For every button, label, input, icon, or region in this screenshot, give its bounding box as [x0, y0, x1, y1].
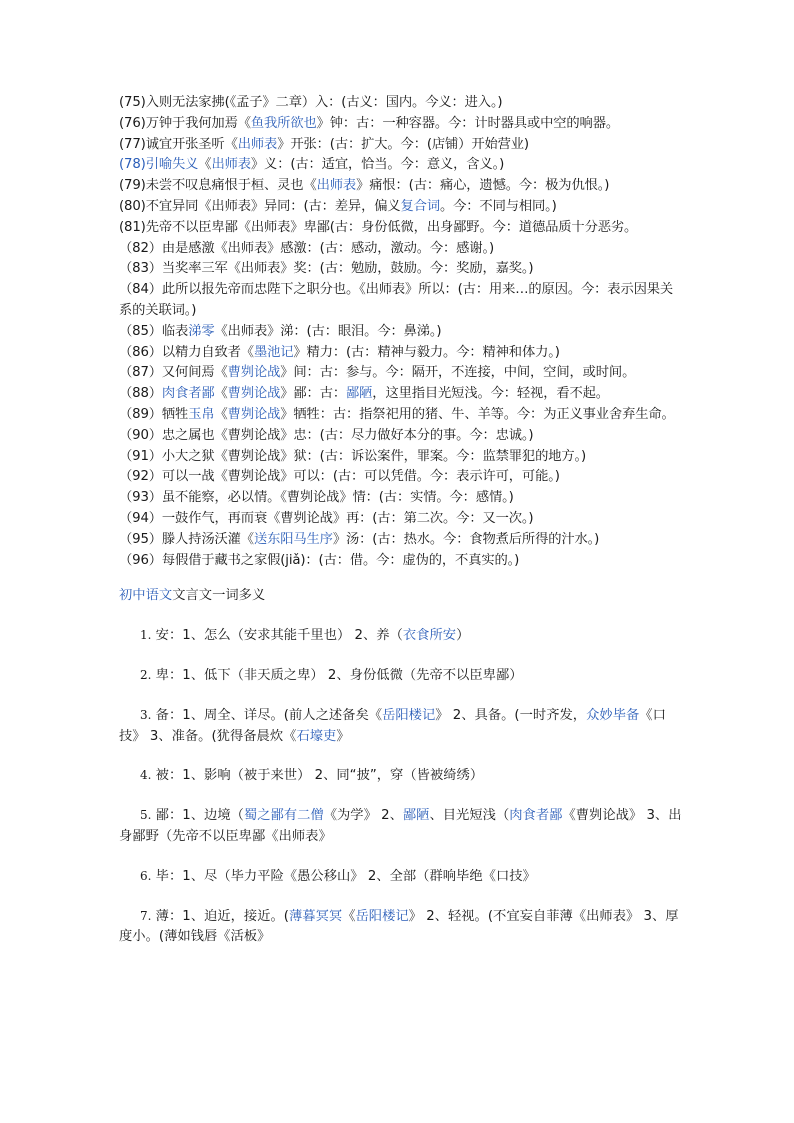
text-segment: 《为学》 2、	[323, 808, 403, 824]
text-segment: 被：1、影响（被于来世） 2、同“披”，穿（皆被绮绣）	[151, 768, 484, 784]
text-segment: （82）由是感激《出师表》感激：(古：感动，激动。今：感谢。)	[119, 240, 495, 256]
polysemy-entry	[119, 906, 684, 949]
keyword-link[interactable]: 石壕吏	[296, 728, 337, 744]
keyword-link[interactable]: 涕零	[188, 323, 215, 339]
list-item	[119, 488, 684, 509]
text-segment: （83）当奖率三军《出师表》奖：(古：勉励，鼓励。今：奖励，嘉奖。)	[119, 261, 534, 277]
text-segment: （86）以精力自致者《	[119, 344, 254, 360]
list-item	[119, 93, 684, 114]
list-item	[119, 280, 684, 322]
entry-number: 7.	[140, 908, 152, 923]
text-segment: 薄：1、迫近，接近。(	[151, 908, 289, 924]
section-title	[119, 586, 684, 607]
list-item	[119, 509, 684, 530]
entry-number: 1.	[140, 628, 152, 643]
polysemy-entry	[119, 665, 684, 687]
text-segment: 》	[336, 728, 350, 744]
list-item	[119, 155, 684, 176]
text-segment: 《	[198, 157, 212, 173]
keyword-link[interactable]: 送东阳马生序	[253, 531, 333, 547]
text-segment: (79)未尝不叹息痛恨于桓、灵也《	[119, 178, 317, 194]
text-segment: 备：1、周全、详尽。(前人之述备矣《	[151, 707, 383, 723]
text-segment: 、目光短浅（	[429, 808, 510, 824]
text-segment: (77)诚宜开张圣听《	[119, 136, 238, 152]
text-segment: 》 2、具备。(一时齐发，	[435, 707, 587, 723]
text-segment: 》开张：(古：扩大。今：(店铺）开始营业)	[277, 136, 529, 152]
keyword-link[interactable]: 鄙陋	[402, 808, 430, 824]
text-segment: 《	[214, 406, 228, 422]
keyword-link[interactable]: 初中语文	[119, 588, 173, 604]
keyword-link[interactable]: 薄暮冥冥	[289, 908, 343, 924]
text-segment: 卑：1、低下（非天质之卑） 2、身份低微（先帝不以臣卑鄙）	[151, 667, 523, 683]
polysemy-entry	[119, 625, 684, 647]
text-segment: 》 2、轻视。(不宜妄自菲薄《出师表》 3、厚度小。(薄如钱唇《活板》	[119, 908, 679, 945]
list-item	[119, 530, 684, 551]
keyword-link[interactable]: 玉帛	[188, 406, 215, 422]
keyword-link[interactable]: 肉食者鄙	[161, 386, 215, 402]
text-segment: 》钟：古：一种容器。今：计时器具或中空的响器。	[316, 115, 619, 131]
keyword-link[interactable]: 鱼我所欲也	[250, 115, 317, 131]
text-segment: （92）可以一战《曹刿论战》可以：(古：可以凭借。今：表示许可，可能。)	[119, 469, 560, 485]
list-item	[119, 197, 684, 218]
text-segment: （90）忠之属也《曹刿论战》忠：(古：尽力做好本分的事。今：忠诚。)	[119, 427, 534, 443]
text-segment: 《	[342, 908, 356, 924]
document-page	[119, 93, 684, 948]
text-segment: 》义：(古：适宜，恰当。今：意义，含义。)	[250, 157, 505, 173]
text-segment: 安：1、怎么（安求其能千里也） 2、养（	[151, 628, 403, 644]
text-segment: 文言文一词多义	[172, 588, 266, 604]
text-segment: 》汤：(古：热水。今：食物煮后所得的汁水。)	[332, 531, 600, 547]
list-item	[119, 426, 684, 447]
text-segment: 《出师表》涕：(古：眼泪。今：鼻涕。)	[214, 323, 442, 339]
text-segment: (75)入则无法家拂(《孟子》二章）入：(古义：国内。今义：进入。)	[119, 95, 503, 110]
polysemy-entry	[119, 705, 684, 748]
keyword-link[interactable]: 岳阳楼记	[355, 908, 409, 924]
text-segment: 》间：古：参与。今：隔开，不连接，中间，空间，或时间。	[280, 365, 636, 381]
list-item	[119, 343, 684, 364]
list-item	[119, 218, 684, 239]
text-segment: 《曹刿论战》 3、出身鄙野（先帝不以臣卑鄙《出师表》	[119, 808, 682, 844]
entry-number: 2.	[140, 667, 152, 682]
list-item	[119, 447, 684, 468]
polysemy-entry	[119, 765, 684, 787]
text-segment: (76)万钟于我何加焉《	[119, 115, 251, 131]
keyword-link[interactable]: 蜀之鄙有二僧	[243, 808, 324, 824]
text-segment: 鄙：1、边境（	[151, 808, 244, 824]
text-segment: （88）	[119, 386, 162, 402]
keyword-link[interactable]: 曹刿论战	[227, 406, 281, 422]
text-segment: （95）滕人持汤沃灌《	[119, 531, 254, 547]
text-segment: (80)不宜异同《出师表》异同：(古：差异，偏义	[119, 198, 401, 214]
text-segment: （93）虽不能察，必以情。《曹刿论战》情：(古：实情。今：感情。)	[119, 490, 514, 506]
text-segment: （96）每假借于藏书之家假(jiǎ)：(古：借。今：虚伪的，不真实的。)	[119, 552, 520, 568]
text-segment: 》精力：(古：精神与毅力。今：精神和体力。)	[293, 344, 560, 360]
text-segment: （91）小大之狱《曹刿论战》狱：(古：诉讼案件，罪案。今：监禁罪犯的地方。)	[119, 448, 587, 464]
keyword-link[interactable]: 曹刿论战	[227, 365, 281, 381]
text-segment: 》牺牲：古：指祭祀用的猪、牛、羊等。今：为正义事业舍弃生命。	[280, 406, 675, 422]
keyword-link[interactable]: 肉食者鄙	[509, 808, 563, 824]
list-item	[119, 239, 684, 260]
keyword-link[interactable]: 出师表	[237, 136, 278, 152]
keyword-link[interactable]: 出师表	[211, 157, 251, 173]
text-segment: 《	[214, 386, 228, 402]
text-segment: ）	[456, 628, 470, 644]
list-item	[119, 135, 684, 156]
text-segment: 。今：不同与相同。)	[439, 198, 557, 214]
list-item	[119, 467, 684, 488]
text-segment: （84）此所以报先帝而忠陛下之职分也。《出师表》所以：(古：用来…的原因。今：表示因果关系的关联词。)	[119, 282, 674, 318]
text-segment: （94）一鼓作气，再而衰《曹刿论战》再：(古：第二次。今：又一次。)	[119, 510, 534, 526]
keyword-link[interactable]: 衣食所安	[402, 628, 457, 644]
list-item	[119, 176, 684, 197]
keyword-link[interactable]: 墨池记	[253, 344, 294, 360]
keyword-link[interactable]: 曹刿论战	[227, 386, 281, 402]
text-segment: 》痛恨：(古：痛心，遗憾。今：极为仇恨。)	[356, 178, 610, 194]
keyword-link[interactable]: 复合词	[400, 198, 440, 214]
list-item	[119, 551, 684, 572]
keyword-link[interactable]: 出师表	[316, 178, 357, 194]
list-item	[119, 259, 684, 280]
text-segment: (81)先帝不以臣卑鄙《出师表》卑鄙(古：身份低微，出身鄙野。今：道德品质十分恶劣。	[119, 219, 638, 235]
text-segment: 》鄙：古：	[280, 386, 346, 402]
text-segment: （89）牺牲	[119, 406, 189, 422]
list-item	[119, 114, 684, 135]
keyword-link[interactable]: (78)引喻失义	[119, 157, 199, 173]
keyword-link[interactable]: 鄙陋	[346, 386, 373, 402]
list-item	[119, 384, 684, 405]
list-item	[119, 405, 684, 426]
polysemy-entries	[119, 625, 684, 948]
text-segment: （87）又何间焉《	[119, 365, 228, 381]
text-segment: 毕：1、尽（毕力平险《愚公移山》 2、全部（群响毕绝《口技》	[151, 868, 536, 884]
list-item	[119, 363, 684, 384]
polysemy-entry	[119, 866, 684, 888]
text-segment: （85）临表	[119, 323, 189, 339]
text-segment: 《口技》 3、准备。(犹得备晨炊《	[119, 707, 666, 744]
list-item	[119, 322, 684, 343]
entry-number: 5.	[140, 808, 152, 823]
polysemy-entry	[119, 805, 684, 848]
text-segment: ，这里指目光短浅。今：轻视，看不起。	[372, 386, 609, 402]
entry-number: 3.	[140, 707, 152, 722]
keyword-link[interactable]: 岳阳楼记	[382, 707, 436, 723]
keyword-link[interactable]: 众妙毕备	[586, 707, 640, 723]
entry-number: 4.	[140, 768, 152, 783]
ancient-modern-meaning-list	[119, 93, 684, 571]
entry-number: 6.	[140, 868, 152, 883]
